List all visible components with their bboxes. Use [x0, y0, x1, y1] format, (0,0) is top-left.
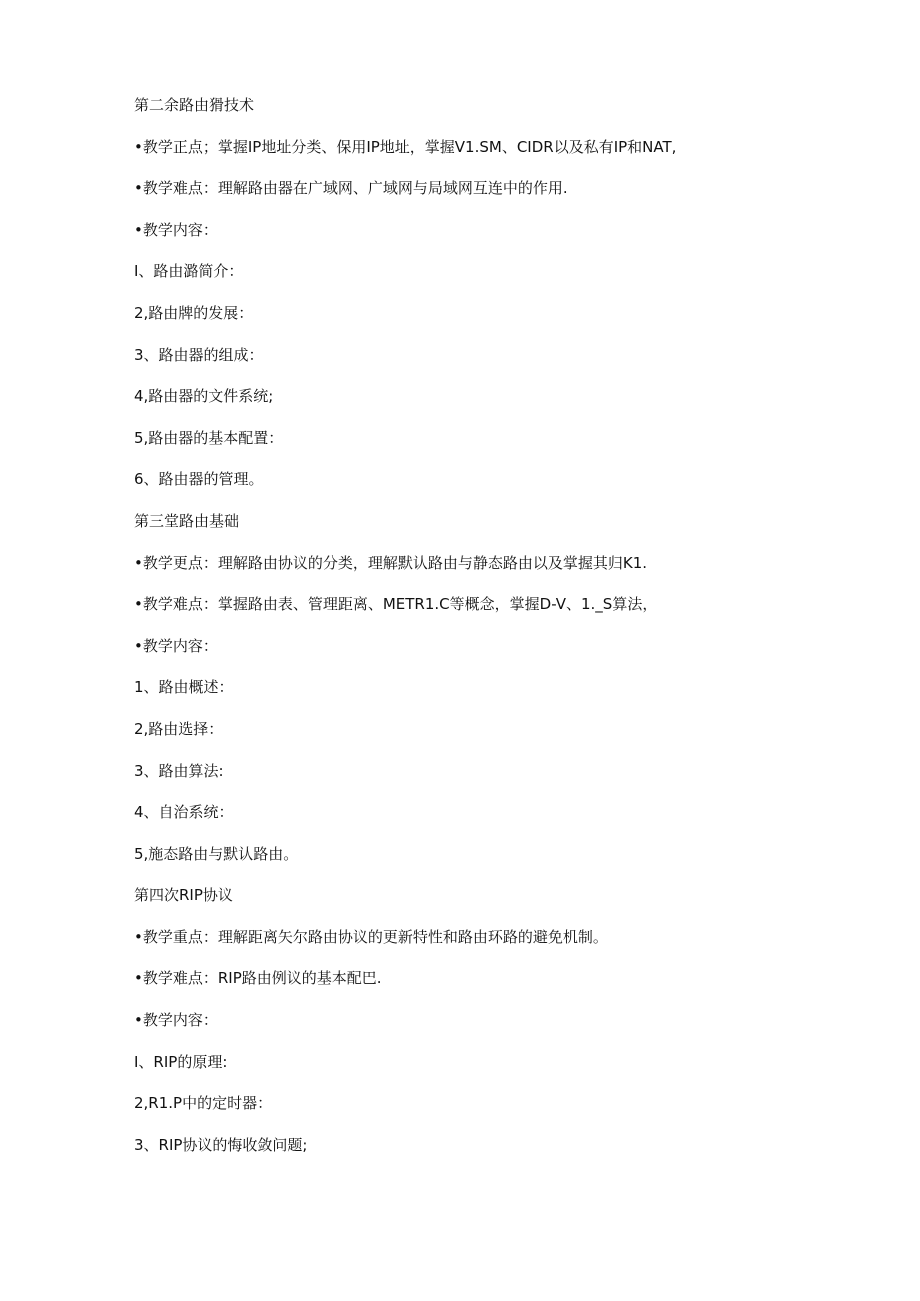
- text-line: •教学正点；掌握IP地址分类、保用IP地址，掌握V1.SM、CIDR以及私有IP和NAT,: [134, 137, 677, 156]
- list-item: I、路由潞简介：: [134, 262, 244, 281]
- text-line: •教学更点：理解路由协议的分类，理解默认路由与静态路由以及掌握其归K1.: [134, 553, 647, 572]
- list-item: 4、自治系统：: [134, 803, 234, 822]
- list-item: 2,R1.P中的定时器：: [134, 1094, 273, 1113]
- text-line: •教学内容：: [134, 1011, 218, 1030]
- text-line: •教学难点：掌握路由表、管理距离、METR1.C等概念，掌握D-V、1._S算法，: [134, 595, 658, 614]
- text-line: •教学重点：理解距离矢尔路由协议的更新特性和路由环路的避免机制。: [134, 927, 608, 946]
- list-item: I、RIP的原理:: [134, 1052, 228, 1071]
- section-heading-4: 第四次RIP协议: [134, 886, 233, 905]
- text-line: •教学内容：: [134, 220, 218, 239]
- text-line: •教学难点：RIP路由例议的基本配巴.: [134, 969, 382, 988]
- list-item: 3、路由器的组成：: [134, 345, 264, 364]
- list-item: 2,路由牌的发展：: [134, 303, 254, 322]
- text-block: [134, 94, 834, 1175]
- section-heading-2: 第二余路由猾技术: [134, 96, 255, 114]
- list-item: 1、路由概述：: [134, 678, 234, 697]
- list-item: 2,路由选择：: [134, 719, 224, 738]
- list-item: 5,施态路由与默认路由。: [134, 844, 299, 863]
- list-item: 5,路由器的基本配置：: [134, 428, 284, 447]
- list-item: 4,路由器的文件系统;: [134, 387, 274, 406]
- list-item: 3、RIP协议的悔收敛问题;: [134, 1135, 308, 1154]
- list-item: 6、路由器的管理。: [134, 470, 264, 489]
- text-line: •教学内容：: [134, 636, 218, 655]
- text-line: •教学难点：理解路由器在广域网、广域网与局域网互连中的作用.: [134, 179, 568, 198]
- section-heading-3: 第三堂路由基础: [134, 511, 240, 530]
- list-item: 3、路由算法:: [134, 761, 224, 780]
